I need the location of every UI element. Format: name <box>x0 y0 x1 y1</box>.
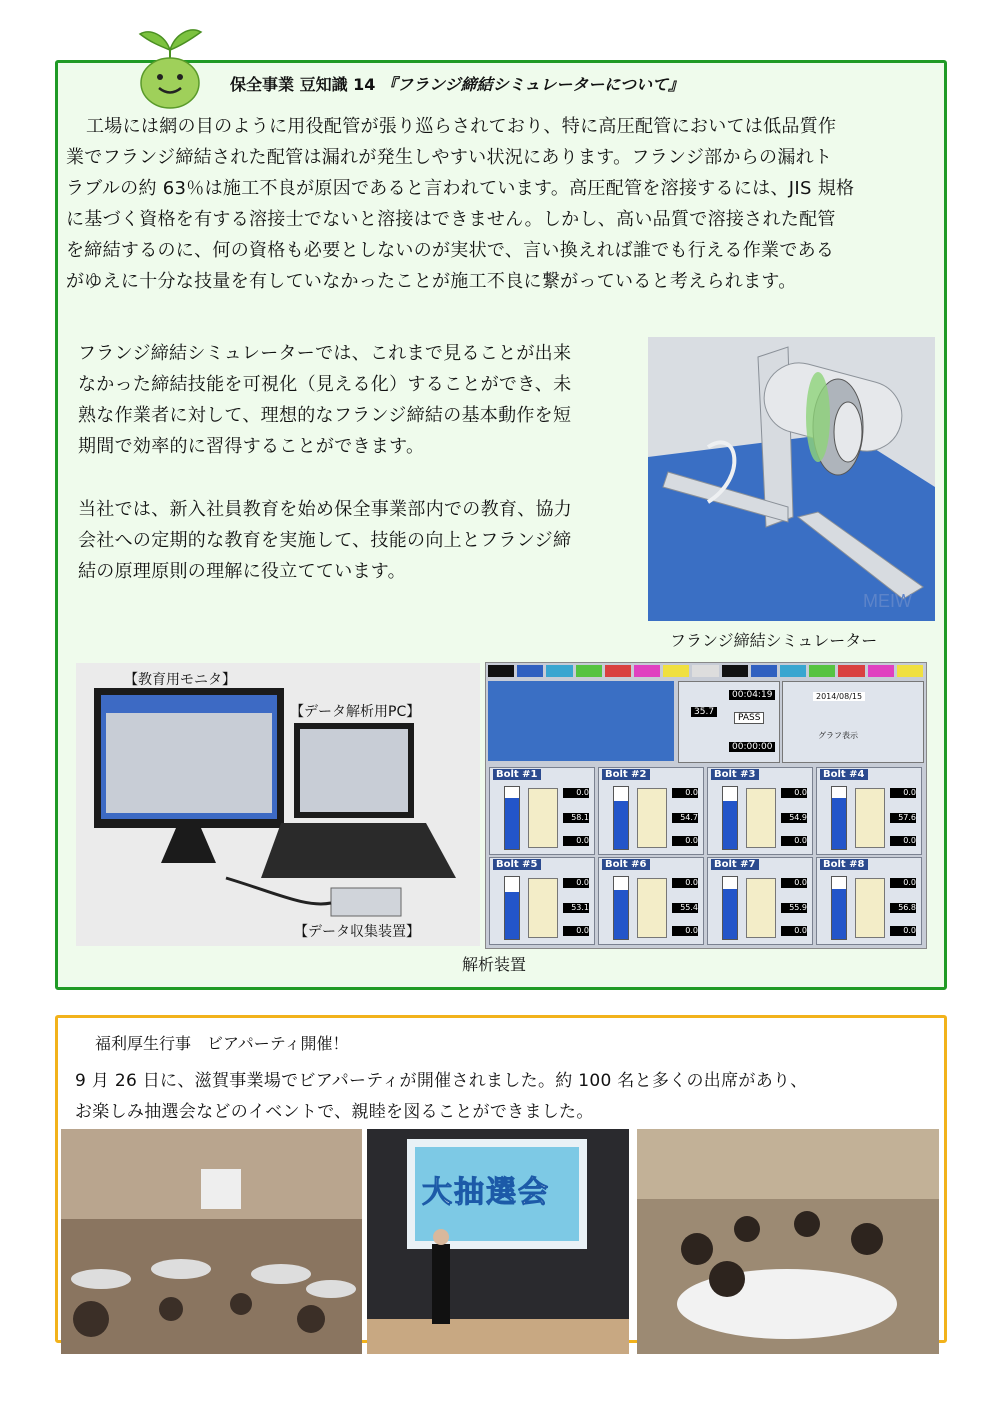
reference-value: 0.0 <box>781 926 807 936</box>
text-line: に基づく資格を有する溶接士でないと溶接はできません。しかし、高い品質で溶接された配管 <box>66 209 836 230</box>
bolt-load-bar <box>831 876 847 940</box>
yield-value: 54.7 <box>672 813 698 823</box>
lottery-photo <box>367 1129 629 1354</box>
bolt-label: Bolt #3 <box>711 769 759 780</box>
bolt-load-bar <box>613 876 629 940</box>
bolt-gauge <box>707 767 813 855</box>
reference-value: 0.0 <box>672 836 698 846</box>
yield-value: 54.9 <box>781 813 807 823</box>
bolt-label: Bolt #8 <box>820 859 868 870</box>
photo-sign: MEIW <box>863 591 912 611</box>
retained-value: 0.0 <box>781 878 807 888</box>
text-line: 結の原理原則の理解に役立てています。 <box>78 561 406 582</box>
retained-value: 0.0 <box>563 878 589 888</box>
bolt-diagram <box>637 788 667 848</box>
text-line: お楽しみ抽選会などのイベントで、親睦を図ることができました。 <box>75 1102 594 1122</box>
bolt-gauge <box>816 857 922 945</box>
text-line: なかった締結技能を可視化（見える化）することができ、未 <box>78 374 572 395</box>
reference-value: 0.0 <box>890 926 916 936</box>
overview-panel <box>488 681 674 761</box>
text-line: 当社では、新入社員教育を始め保全事業部内での教育、協力 <box>78 499 573 520</box>
test-info-panel <box>782 681 924 763</box>
reference-value: 0.0 <box>672 926 698 936</box>
retained-value: 0.0 <box>890 878 916 888</box>
yield-value: 57.6 <box>890 813 916 823</box>
bolt-gauge <box>489 857 595 945</box>
retained-value: 0.0 <box>781 788 807 798</box>
bolt-gauge <box>598 857 704 945</box>
party-table-photo <box>637 1129 939 1354</box>
text-line: がゆえに十分な技量を有していなかったことが施工不良に繋がっていると考えられます。 <box>66 271 797 292</box>
bolt-load-bar <box>831 786 847 850</box>
training-paragraph <box>78 494 572 587</box>
elapsed-value: 00:00:00 <box>729 742 775 752</box>
reference-value: 0.0 <box>890 836 916 846</box>
text-line: フランジ締結シミュレーターでは、これまで見ることが出来 <box>78 343 572 364</box>
analysis-caption: 解析装置 <box>462 955 527 974</box>
section1-title <box>230 72 684 95</box>
retained-value: 0.0 <box>672 788 698 798</box>
bolt-gauge <box>816 767 922 855</box>
title-prefix: 保全事業 豆知識 14 <box>230 75 376 94</box>
text-line: ラブルの約 63％は施工不良が原因であると言われています。高圧配管を溶接するには、JIS 規格 <box>66 178 855 199</box>
bolt-diagram <box>855 878 885 938</box>
graph-button[interactable]: グラフ表示 <box>818 731 858 740</box>
table-illustration <box>637 1129 939 1354</box>
party-hall-photo <box>61 1129 362 1354</box>
text-line: 期間で効率的に習得することができます。 <box>78 436 425 457</box>
bolt-load-bar <box>613 786 629 850</box>
flange-simulator-photo <box>648 337 935 621</box>
lottery-illustration <box>367 1129 629 1354</box>
bolt-load-bar <box>504 876 520 940</box>
text-line: 業でフランジ締結された配管は漏れが発生しやすい状況にあります。フランジ部からの漏れト <box>66 147 833 168</box>
reference-value: 0.0 <box>563 836 589 846</box>
bolt-label: Bolt #2 <box>602 769 650 780</box>
retained-value: 0.0 <box>563 788 589 798</box>
collector-label: 【データ収集装置】 <box>294 924 420 940</box>
bolt-load-bar <box>722 786 738 850</box>
test-date: 2014/08/15 <box>813 692 865 701</box>
bolt-diagram <box>746 878 776 938</box>
bolt-gauge <box>598 767 704 855</box>
yield-value: 55.9 <box>781 903 807 913</box>
bolt-diagram <box>746 788 776 848</box>
bolt-label: Bolt #1 <box>493 769 541 780</box>
text-line: 会社への定期的な教育を実施して、技能の向上とフランジ締 <box>78 530 572 551</box>
simulator-caption: フランジ締結シミュレーター <box>670 631 878 650</box>
bolt-label: Bolt #7 <box>711 859 759 870</box>
timer-value: 00:04:19 <box>729 690 775 700</box>
pass-indicator: PASS <box>734 712 764 724</box>
yield-value: 58.1 <box>563 813 589 823</box>
bolt-diagram <box>637 878 667 938</box>
text-line: 工場には網の目のように用役配管が張り巡らされており、特に高圧配管においては低品質作 <box>86 116 837 137</box>
bolt-load-bar <box>504 786 520 850</box>
bolt-diagram <box>528 878 558 938</box>
timer-panel <box>678 681 780 763</box>
reference-value: 0.0 <box>781 836 807 846</box>
bolt-gauge <box>707 857 813 945</box>
text-line: を締結するのに、何の資格も必要としないのが実状で、言い換えれば誰でも行える作業である <box>66 240 835 261</box>
simulator-paragraph <box>78 338 571 462</box>
monitor-label: 【教育用モニタ】 <box>124 672 236 688</box>
bolt-label: Bolt #6 <box>602 859 650 870</box>
retained-value: 0.0 <box>672 878 698 888</box>
color-tabs <box>488 665 923 677</box>
text-line: 9 月 26 日に、滋賀事業場でビアパーティが開催されました。約 100 名と多くの出席があり、 <box>75 1071 808 1091</box>
bolt-load-bar <box>722 876 738 940</box>
party-paragraph <box>75 1066 808 1128</box>
yield-value: 53.1 <box>563 903 589 913</box>
lottery-screen-text: 大抽選会 <box>422 1175 550 1210</box>
yield-value: 55.4 <box>672 903 698 913</box>
equipment-photo <box>76 663 480 946</box>
pc-label: 【データ解析用PC】 <box>290 704 421 720</box>
simulator-illustration <box>648 337 935 621</box>
bolt-diagram <box>528 788 558 848</box>
hall-illustration <box>61 1129 362 1354</box>
bolt-gauge <box>489 767 595 855</box>
load-value: 35.7 <box>691 707 717 717</box>
intro-paragraph <box>66 111 936 297</box>
title-main: 『フランジ締結シミュレーターについて』 <box>381 75 684 94</box>
analysis-screen <box>485 662 927 949</box>
bolt-diagram <box>855 788 885 848</box>
yield-value: 56.8 <box>890 903 916 913</box>
bolt-label: Bolt #4 <box>820 769 868 780</box>
reference-value: 0.0 <box>563 926 589 936</box>
text-line: 熟な作業者に対して、理想的なフランジ締結の基本動作を短 <box>78 405 572 426</box>
bolt-label: Bolt #5 <box>493 859 541 870</box>
retained-value: 0.0 <box>890 788 916 798</box>
section2-title: 福利厚生行事 ビアパーティ開催！ <box>95 1034 349 1053</box>
bean-mascot-icon <box>135 20 205 110</box>
